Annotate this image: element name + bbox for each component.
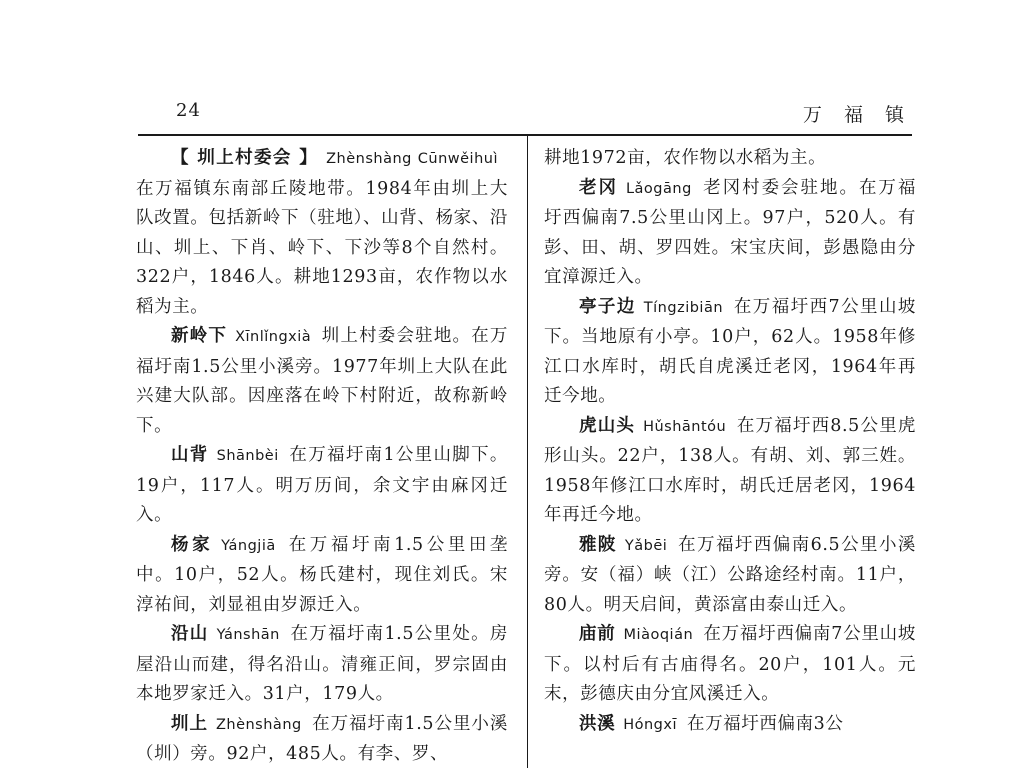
entry-pinyin: Miàoqián (623, 627, 694, 643)
entry-text: 在万福镇东南部丘陵地带。1984年由圳上大队改置。包括新岭下（驻地）、山背、杨家、沿山、圳上、下肖、岭下、下沙等8个自然村。322户，1846人。耕地1293亩，农作物以水稻为主。 (136, 178, 508, 317)
entry-pinyin: Yángjiā (221, 537, 276, 554)
right-column (544, 144, 916, 740)
entry-yangjia (136, 531, 508, 621)
entry-zhenshang-village-committee (136, 144, 508, 322)
entry-text: 在万福圩西偏南3公 (686, 713, 844, 734)
entry-text: 在万福圩南1公里山脚下。19户，117人。明万历间，余文宇由麻冈迁入。 (136, 445, 508, 525)
column-divider (527, 136, 528, 768)
entry-text: 在万福圩南1.5公里小溪（圳）旁。92户，485人。有李、罗、 (136, 713, 508, 764)
entry-hongxi (544, 710, 916, 741)
entry-yabei (544, 531, 916, 621)
entry-name: 【 圳上村委会 】 (171, 148, 319, 168)
entry-name: 新岭下 (171, 326, 228, 346)
entry-pinyin: Lǎogāng (625, 180, 692, 197)
entry-yanshan (136, 620, 508, 710)
entry-pinyin: Shānbèi (216, 448, 279, 464)
page-header-title: 万 福 镇 (802, 104, 912, 126)
entry-name: 老冈 (579, 177, 618, 198)
entry-name: 山背 (171, 445, 209, 465)
entry-name: 洪溪 (579, 713, 616, 734)
entry-zhenshang (136, 710, 508, 770)
entry-name: 圳上 (171, 713, 208, 734)
entry-name: 虎山头 (579, 415, 636, 436)
entry-miaoqian (544, 620, 916, 710)
entry-pinyin: Hǔshāntóu (643, 418, 727, 435)
entry-pinyin: Yánshān (216, 627, 280, 643)
entry-pinyin: Hóngxī (623, 716, 677, 733)
entry-name: 庙前 (579, 624, 616, 644)
entry-name: 杨家 (171, 534, 214, 555)
entry-pinyin: Zhènshàng Cūnwěihuì (326, 151, 498, 167)
entry-text: 在万福圩南1.5公里处。房屋沿山而建，得名沿山。清雍正间，罗宗固由本地罗家迁入。31户，179人。 (136, 624, 508, 704)
entry-hushantou (544, 412, 916, 531)
entry-text: 在万福圩西偏南6.5公里小溪旁。安（福）峡（江）公路途经村南。11户，80人。明天启间，黄添富由泰山迁入。 (544, 534, 917, 615)
page-number: 24 (176, 100, 201, 121)
entry-text: 圳上村委会驻地。在万福圩南1.5公里小溪旁。1977年圳上大队在此兴建大队部。因座落在岭下村附近，故称新岭下。 (136, 326, 509, 436)
entry-continuation (544, 144, 916, 174)
entry-text: 在万福圩西8.5公里虎形山头。22户，138人。有胡、刘、郭三姓。1958年修江口水库时，胡氏迁居老冈，1964年再迁今地。 (544, 415, 916, 525)
header-rule (138, 134, 912, 136)
entry-xinlingxia (136, 322, 508, 441)
entry-tingzibian (544, 293, 916, 412)
left-column (136, 144, 508, 770)
entry-pinyin: Tíngzibiān (643, 299, 724, 316)
entry-text: 在万福圩西7公里山坡下。当地原有小亭。10户，62人。1958年修江口水库时，胡氏自虎溪迁老冈，1964年再迁今地。 (544, 296, 916, 406)
entry-pinyin: Yǎbēi (624, 537, 668, 554)
entry-text: 在万福圩南1.5公里田垄中。10户，52人。杨氏建村，现住刘氏。宋淳祐间，刘显祖由岁源迁入。 (136, 534, 509, 615)
entry-name: 雅陂 (579, 534, 617, 555)
entry-pinyin: Zhènshàng (215, 716, 302, 733)
entry-pinyin: Xīnlǐngxià (235, 329, 312, 345)
entry-text: 在万福圩西偏南7公里山坡下。以村后有古庙得名。20户，101人。元末，彭德庆由分宜风溪迁入。 (544, 624, 916, 704)
entry-name: 沿山 (171, 624, 209, 644)
entry-name: 亭子边 (579, 296, 636, 317)
entry-text: 耕地1972亩，农作物以水稻为主。 (544, 148, 827, 168)
entry-text: 老冈村委会驻地。在万福圩西偏南7.5公里山冈上。97户，520人。有彭、田、胡、罗四姓。宋宝庆间，彭愚隐由分宜漳源迁入。 (544, 177, 916, 287)
entry-shanbei (136, 441, 508, 531)
entry-laogang (544, 174, 916, 293)
